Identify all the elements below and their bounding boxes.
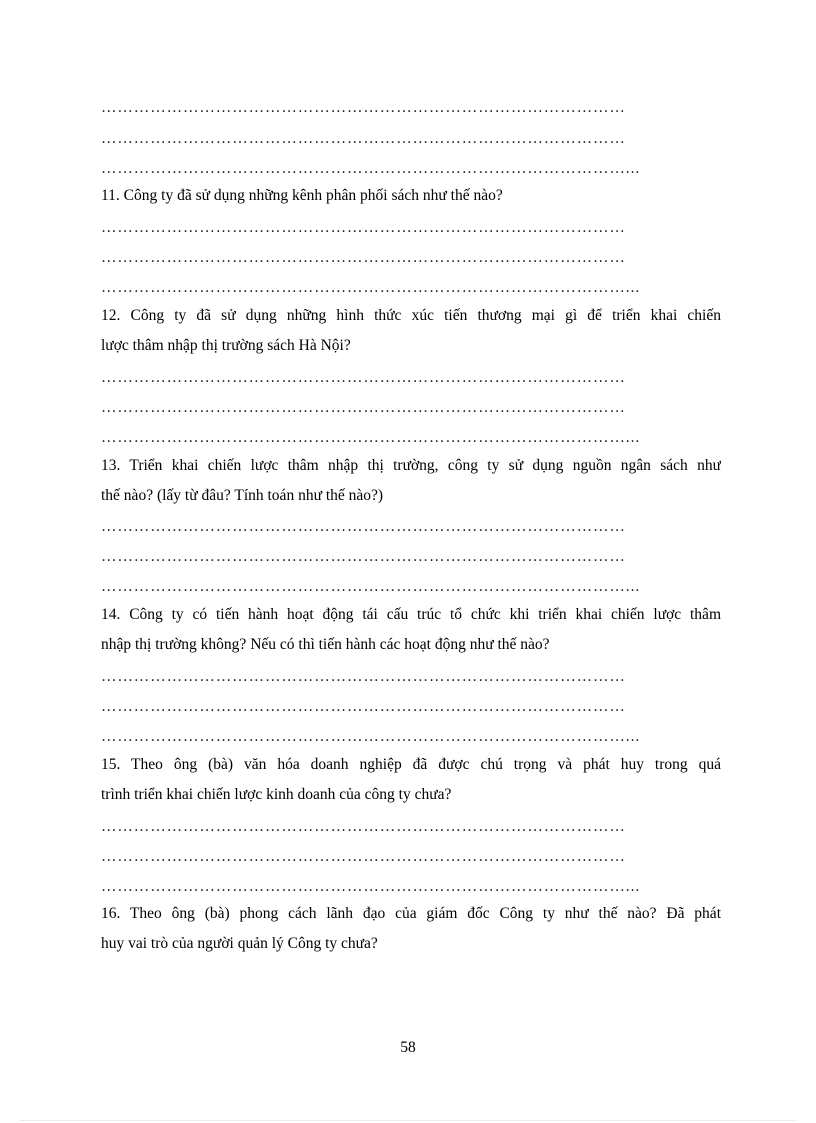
page-number: 58	[400, 1039, 416, 1056]
answer-line: ……………………………………………………………………………………	[101, 848, 626, 865]
answer-line: ……………………………………………………………………………………	[101, 99, 626, 116]
answer-line: ……………………………………………………………………………………	[101, 818, 626, 835]
question-13: 13. Triển khai chiến lược thâm nhập thị trường, công ty sử dụng nguồn ngân sách như	[101, 457, 721, 474]
answer-line: ……………………………………………………………………………………...	[101, 578, 641, 595]
question-15: 15. Theo ông (bà) văn hóa doanh nghiệp đã được chú trọng và phát huy trong quá	[101, 756, 721, 773]
question-14: 14. Công ty có tiến hành hoạt động tái cấu trúc tổ chức khi triển khai chiến lược thâm	[101, 606, 721, 623]
answer-line: ……………………………………………………………………………………	[101, 399, 626, 416]
answer-line: ……………………………………………………………………………………	[101, 369, 626, 386]
question-12: 12. Công ty đã sử dụng những hình thức xúc tiến thương mại gì để triển khai chiến	[101, 307, 721, 324]
answer-line: ……………………………………………………………………………………...	[101, 878, 641, 895]
answer-line: ……………………………………………………………………………………...	[101, 279, 641, 296]
answer-line: ……………………………………………………………………………………...	[101, 160, 641, 177]
question-16: 16. Theo ông (bà) phong cách lãnh đạo của giám đốc Công ty như thế nào? Đã phát	[101, 905, 721, 922]
answer-line: ……………………………………………………………………………………	[101, 518, 626, 535]
question-13-cont: thế nào? (lấy từ đâu? Tính toán như thế nào?)	[101, 487, 384, 504]
question-15-cont: trình triển khai chiến lược kinh doanh của công ty chưa?	[101, 786, 452, 803]
answer-line: ……………………………………………………………………………………	[101, 249, 626, 266]
answer-line: ……………………………………………………………………………………	[101, 668, 626, 685]
answer-line: ……………………………………………………………………………………	[101, 130, 626, 147]
answer-line: ……………………………………………………………………………………	[101, 698, 626, 715]
answer-line: ……………………………………………………………………………………	[101, 219, 626, 236]
answer-line: ……………………………………………………………………………………	[101, 548, 626, 565]
answer-line: ……………………………………………………………………………………...	[101, 429, 641, 446]
question-14-cont: nhập thị trường không? Nếu có thì tiến hành các hoạt động như thế nào?	[101, 636, 550, 653]
question-16-cont: huy vai trò của người quản lý Công ty chưa?	[101, 935, 378, 952]
question-11: 11. Công ty đã sử dụng những kênh phân phối sách như thế nào?	[101, 187, 503, 204]
answer-line: ……………………………………………………………………………………...	[101, 728, 641, 745]
page-edge-divider	[20, 1120, 796, 1121]
question-12-cont: lược thâm nhập thị trường sách Hà Nội?	[101, 337, 351, 354]
